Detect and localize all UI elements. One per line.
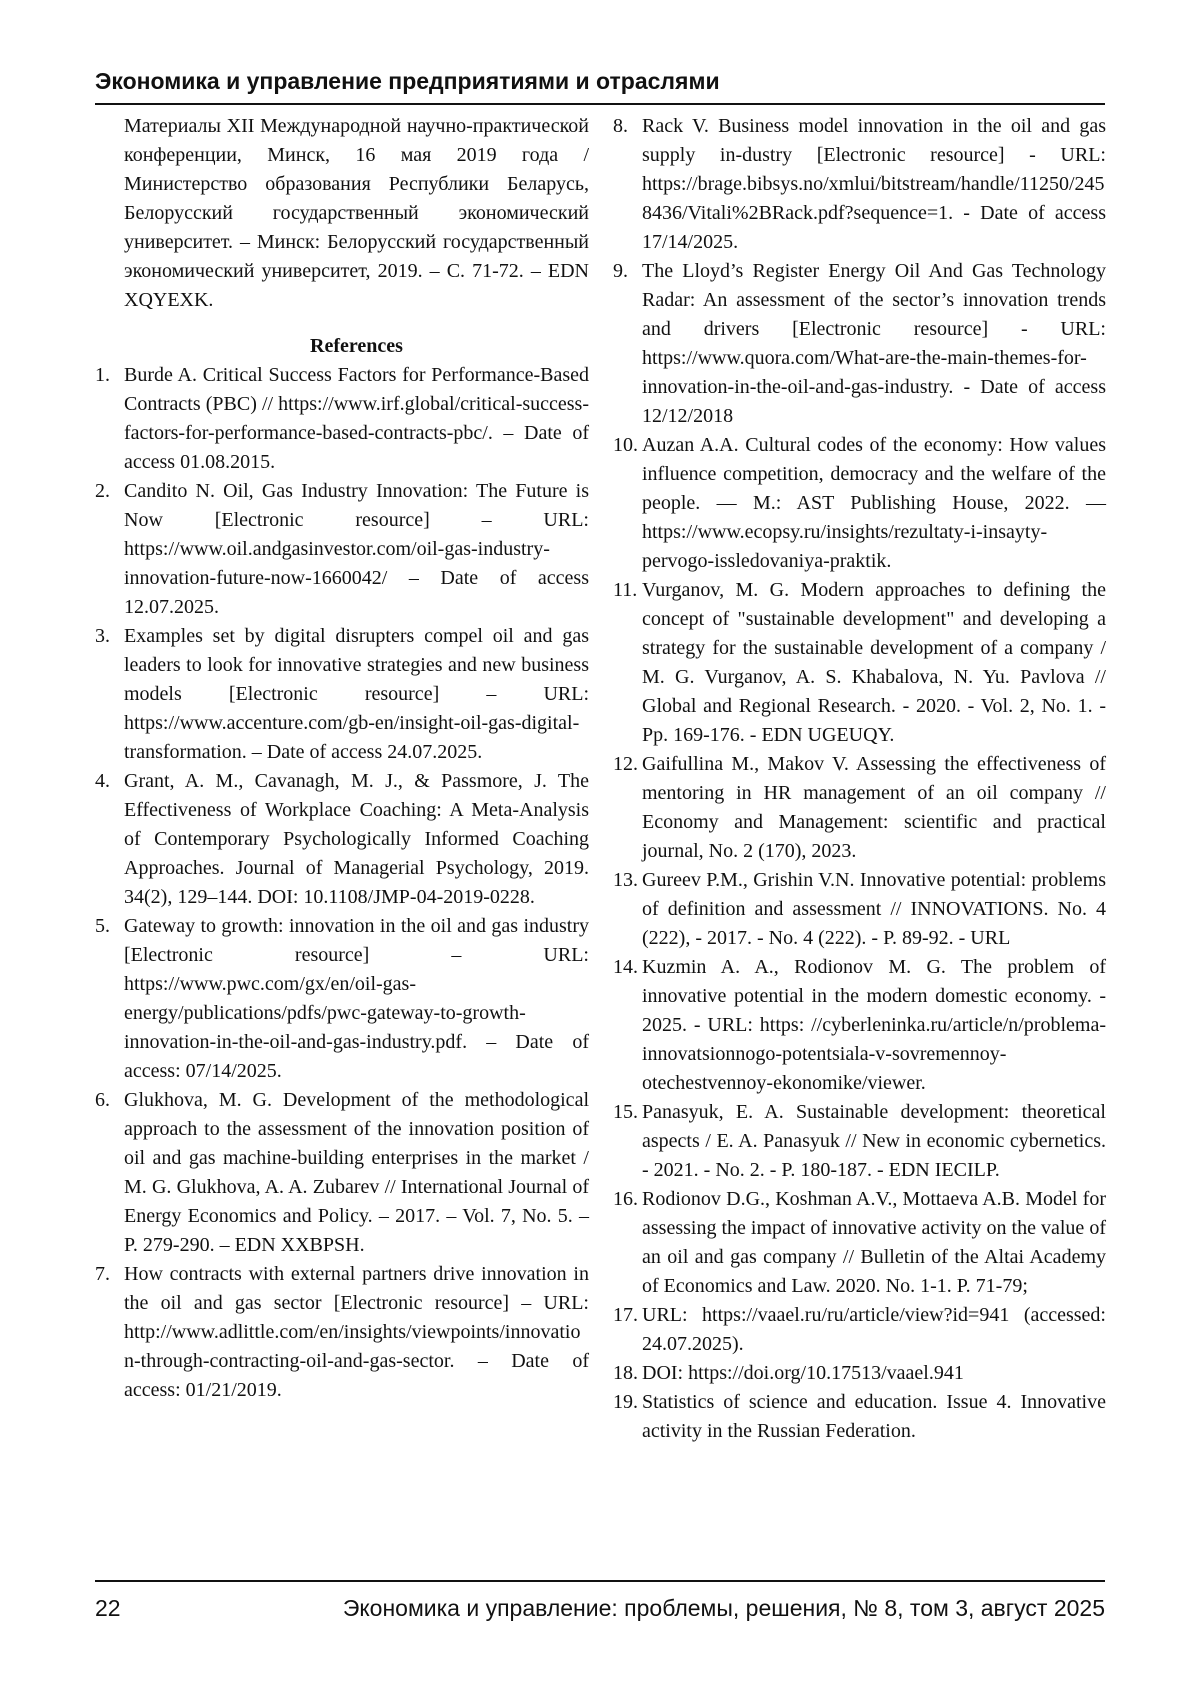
reference-item (95, 622, 589, 767)
reference-number: 1. (95, 364, 110, 386)
reference-item (613, 112, 1106, 257)
reference-number: 14. (613, 956, 638, 978)
reference-number: 5. (95, 915, 110, 937)
left-column (95, 112, 589, 1405)
reference-number: 6. (95, 1089, 110, 1111)
reference-text: How contracts with external partners drive innovation in the oil and gas sector [Electronic resource] – URL: http://www.adlittle.com/en/insights/viewpoints/innovation-through-contracting-oil-and-gas-sector. – Date of access: 01/21/2019. (124, 1263, 589, 1401)
page-footer (95, 1591, 1105, 1625)
reference-text: Gateway to growth: innovation in the oil and gas industry [Electronic resource] – URL: https://www.pwc.com/gx/en/oil-gas-energy/publications/pdfs/pwc-gateway-to-growth-innovation-in-the-oil-and-gas-industry.pdf. – Date of access: 07/14/2025. (124, 915, 589, 1082)
header-rule (95, 103, 1105, 105)
reference-item (613, 1388, 1106, 1446)
reference-number: 11. (613, 579, 638, 601)
reference-item (613, 750, 1106, 866)
reference-item (613, 1359, 1106, 1388)
reference-item (613, 866, 1106, 953)
page-number: 22 (95, 1595, 121, 1621)
reference-number: 2. (95, 480, 110, 502)
reference-item (95, 361, 589, 477)
reference-number: 10. (613, 434, 638, 456)
reference-number: 17. (613, 1304, 638, 1326)
reference-text: Vurganov, M. G. Modern approaches to defining the concept of "sustainable development" and developing a strategy for the sustainable development of a company / M. G. Vurganov, A. S. Khabalova, N. Yu. Pavlova // Global and Regional Research. - 2020. - Vol. 2, No. 1. - Pp. 169-176. - EDN UGEUQY. (642, 579, 1106, 746)
reference-text: Examples set by digital disrupters compel oil and gas leaders to look for innovative strategies and new business models [Electronic resource] – URL: https://www.accenture.com/gb-en/insight-oil-gas-digital-transformation. – Date of access 24.07.2025. (124, 625, 589, 763)
reference-item (95, 477, 589, 622)
reference-item (613, 576, 1106, 750)
reference-number: 4. (95, 770, 110, 792)
reference-text: Panasyuk, E. A. Sustainable development: theoretical aspects / E. A. Panasyuk // New in economic cybernetics. - 2021. - No. 2. - P. 180-187. - EDN IECILP. (642, 1101, 1106, 1181)
reference-text: Gaifullina M., Makov V. Assessing the effectiveness of mentoring in HR management of an oil company // Economy and Management: scientific and practical journal, No. 2 (170), 2023. (642, 753, 1106, 862)
reference-text: Burde A. Critical Success Factors for Performance-Based Contracts (PBC) // https://www.irf.global/critical-success-factors-for-performance-based-contracts-pbc/. – Date of access 01.08.2015. (124, 364, 589, 473)
reference-text: Glukhova, M. G. Development of the methodological approach to the assessment of the innovation position of oil and gas machine-building enterprises in the market / M. G. Glukhova, A. A. Zubarev // International Journal of Energy Economics and Policy. – 2017. – Vol. 7, No. 5. – P. 279-290. – EDN XXBPSH. (124, 1089, 589, 1256)
reference-text: DOI: https://doi.org/10.17513/vaael.941 (642, 1362, 964, 1384)
reference-item (613, 953, 1106, 1098)
reference-text: Candito N. Oil, Gas Industry Innovation: The Future is Now [Electronic resource] – URL: https://www.oil.andgasinvestor.com/oil-gas-industry-innovation-future-now-1660042/ – Date of access 12.07.2025. (124, 480, 589, 618)
reference-number: 15. (613, 1101, 638, 1123)
reference-number: 16. (613, 1188, 638, 1210)
reference-text: Statistics of science and education. Issue 4. Innovative activity in the Russian Federation. (642, 1391, 1106, 1442)
reference-item (613, 431, 1106, 576)
reference-item (613, 1185, 1106, 1301)
reference-text: Grant, A. M., Cavanagh, M. J., & Passmore, J. The Effectiveness of Workplace Coaching: A Meta-Analysis of Contemporary Psychologically Informed Coaching Approaches. Journal of Managerial Psychology, 2019. 34(2), 129–144. DOI: 10.1108/JMP-04-2019-0228. (124, 770, 589, 908)
reference-text: Kuzmin A. A., Rodionov M. G. The problem of innovative potential in the modern domestic economy. - 2025. - URL: https: //cyberleninka.ru/article/n/problema-innovatsionnogo-potentsiala-v-sovremennoy-otechestvennoy-ekonomike/viewer. (642, 956, 1106, 1094)
footer-rule (95, 1580, 1105, 1582)
journal-issue: Экономика и управление: проблемы, решения, № 8, том 3, август 2025 (342, 1595, 1105, 1621)
references-heading: References (310, 335, 403, 357)
reference-number: 19. (613, 1391, 638, 1413)
reference-item (613, 1301, 1106, 1359)
reference-item (613, 1098, 1106, 1185)
reference-item (95, 767, 589, 912)
reference-number: 3. (95, 625, 110, 647)
reference-number: 9. (613, 260, 628, 282)
reference-text: Gureev P.M., Grishin V.N. Innovative potential: problems of definition and assessment // INNOVATIONS. No. 4 (222), - 2017. - No. 4 (222). - P. 89-92. - URL (642, 869, 1106, 949)
right-column (613, 112, 1106, 1446)
reference-text: URL: https://vaael.ru/ru/article/view?id=941 (accessed: 24.07.2025). (642, 1304, 1106, 1355)
reference-number: 13. (613, 869, 638, 891)
reference-number: 7. (95, 1263, 110, 1285)
reference-text: Rack V. Business model innovation in the oil and gas supply in-dustry [Electronic resource] - URL: https://brage.bibsys.no/xmlui/bitstream/handle/11250/2458436/Vitali%2BRack.pdf?sequence=1. - Date of access 17/14/2025. (642, 115, 1106, 253)
reference-number: 8. (613, 115, 628, 137)
reference-text: Rodionov D.G., Koshman A.V., Mottaeva A.B. Model for assessing the impact of innovative activity on the value of an oil and gas company // Bulletin of the Altai Academy of Economics and Law. 2020. No. 1-1. P. 71-79; (642, 1188, 1106, 1297)
reference-number: 18. (613, 1362, 638, 1384)
reference-item (95, 1086, 589, 1260)
running-header: Экономика и управление предприятиями и отраслями (95, 68, 720, 94)
continuation-paragraph: Материалы XII Международной научно-практической конференции, Минск, 16 мая 2019 года / Министерство образования Республики Беларусь, Белорусский государственный экономический университет. – Минск: Белорусский государственный экономический университет, 2019. – С. 71-72. – EDN XQYEXK. (124, 115, 589, 311)
reference-text: Auzan A.A. Cultural codes of the economy: How values influence competition, democracy and the welfare of the people. — M.: AST Publishing House, 2022. — https://www.ecopsy.ru/insights/rezultaty-i-insayty-pervogo-issledovaniya-praktik. (642, 434, 1106, 572)
reference-text: The Lloyd’s Register Energy Oil And Gas Technology Radar: An assessment of the sector’s innovation trends and drivers [Electronic resource] - URL: https://www.quora.com/What-are-the-main-themes-for-innovation-in-the-oil-and-gas-industry. - Date of access 12/12/2018 (642, 260, 1106, 427)
reference-item (95, 912, 589, 1086)
reference-number: 12. (613, 753, 638, 775)
reference-item (613, 257, 1106, 431)
reference-item (95, 1260, 589, 1405)
